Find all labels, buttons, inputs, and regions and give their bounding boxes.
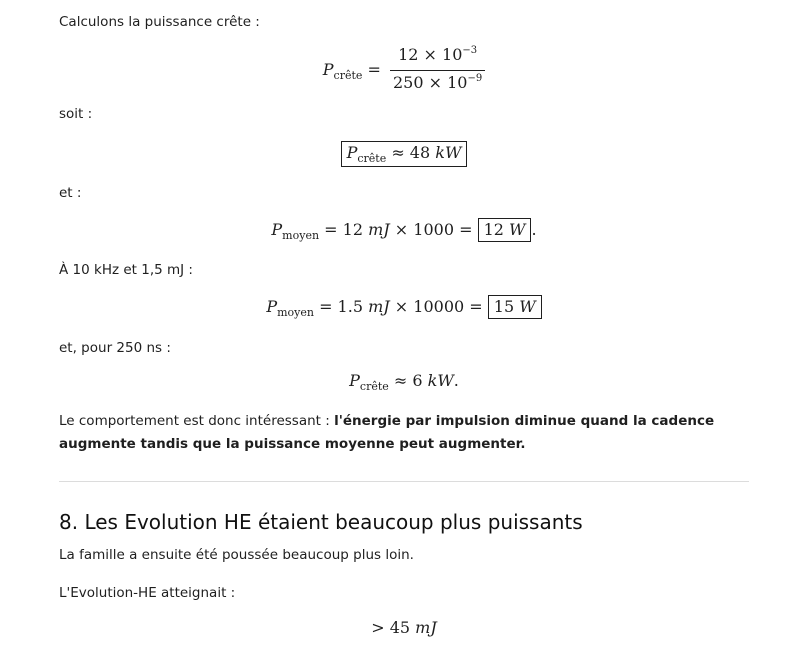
boxed-result: 12 W bbox=[478, 218, 532, 242]
boxed-result: 15 W bbox=[488, 295, 542, 319]
conclusion-emphasis: l'énergie par impulsion diminue quand la cadence augmente tandis que la puissance moyenne peut augmenter. bbox=[59, 413, 715, 452]
fraction-numerator: $12 \times 10^{-3}$ bbox=[390, 45, 485, 71]
case3-intro-text: et, pour 250 ns : bbox=[59, 340, 171, 356]
equals-sign: = bbox=[367, 60, 381, 79]
energy-formula: > 45 mJ bbox=[371, 618, 437, 637]
average-power-formula-2: $P_{moyen} = 1.5$ mJ × 10000 = 15 W bbox=[59, 295, 749, 319]
fraction bbox=[390, 45, 485, 96]
average-power-formula-1: $P_{moyen} = 12$ mJ × 1000 = 12 W . bbox=[271, 220, 537, 242]
fraction-denominator: $250 \times 10^{-9}$ bbox=[392, 73, 483, 92]
section-8-paragraph-1: La famille a ensuite été poussée beaucoup plus loin. bbox=[59, 547, 414, 563]
boxed-result: $P_{crête} \approx 48$ kW bbox=[341, 141, 468, 167]
conclusion-paragraph: Le comportement est donc intéressant : l'énergie par impulsion diminue quand la cadence augmente tandis que la puissance moyenne peut augmenter. bbox=[59, 413, 715, 452]
section-8-paragraph-2: L'Evolution-HE atteignait : bbox=[59, 585, 236, 601]
section-divider bbox=[59, 481, 749, 482]
peak-power-subscript: crête bbox=[333, 69, 363, 82]
peak-power-result bbox=[59, 141, 749, 167]
peak-power-formula-3: $P_{crête} \approx 6$ kW. bbox=[349, 371, 459, 393]
soit-text: soit : bbox=[59, 106, 93, 122]
et-text: et : bbox=[59, 185, 82, 201]
intro-peak-text: Calculons la puissance crête : bbox=[59, 14, 260, 30]
section-8-heading: 8. Les Evolution HE étaient beaucoup plus puissants bbox=[59, 510, 583, 534]
peak-power-formula bbox=[59, 45, 749, 96]
case2-intro-text: À 10 kHz et 1,5 mJ : bbox=[59, 262, 193, 278]
peak-power-symbol: P bbox=[322, 60, 334, 79]
